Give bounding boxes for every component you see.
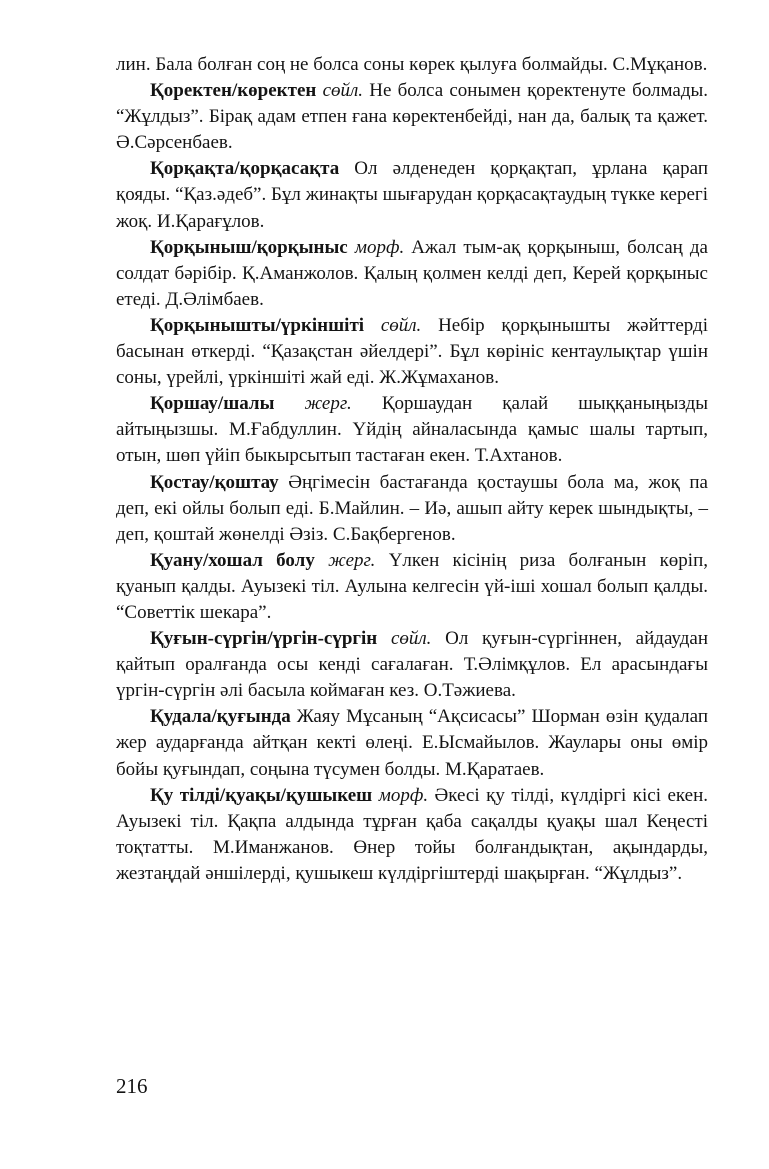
entry-headword: Қостау/қоштау <box>150 471 279 493</box>
dictionary-entry <box>116 235 708 313</box>
dictionary-entry <box>116 78 708 156</box>
entry-text: Әңгімесін бастағанда қостаушы бола ма, жоқ па деп, екі ойлы болып еді. Б.Майлин. – Иә, ашып айту керек шындықты, – деп, қоштай жөнелді Әзіз. С.Бақбергенов. <box>116 471 708 545</box>
entry-text: Ол әлденеден қорқақтап, ұрлана қарап қояды. “Қаз.әдеб”. Бұл жинақты шығарудан қорқасақтаудың түкке керегі жоқ. И.Қарағұлов. <box>116 158 708 232</box>
dictionary-entry <box>116 548 708 626</box>
entry-headword: Қудала/қуғында <box>150 706 291 728</box>
entry-style-label: морф. <box>378 784 429 806</box>
entry-style-label: сөйл. <box>322 80 364 102</box>
entry-headword: Қоршау/шалы <box>150 393 275 415</box>
entry-text: Жаяу Мұсаның “Ақсисасы” Шорман өзін қудалап жер аударғанда айтқан кекті өлеңі. Е.Ысмайылов. Жаулары оны өмір бойы қуғындап, соңына түсумен болды. М.Қаратаев. <box>116 706 708 780</box>
dictionary-entry <box>116 470 708 548</box>
entry-headword: Қу тілді/қуақы/қушыкеш <box>150 784 373 806</box>
entry-text: Үлкен кісінің риза болғанын көріп, қуанып қалды. Ауызекі тіл. Аулына келгесін үй-іші хошал болып қалды. “Советтік шекара”. <box>116 549 708 623</box>
entry-text: Ажал тым-ақ қорқыныш, болсаң да солдат бәрібір. Қ.Аманжолов. Қалың қолмен келді деп, Керей қорқыныс етеді. Д.Әлімбаев. <box>116 236 708 310</box>
entry-text: Әкесі қу тілді, күлдіргі кісі екен. Ауызекі тіл. Қақпа алдында тұрған қаба сақалды қуақы шал Кеңесті тоқтатты. М.Иманжанов. Өнер тойы болғандықтан, ақындарды, жезтаңдай әншілерді, қушыкеш күлдіргіштерді шақырған. “Жұлдыз”. <box>116 784 708 884</box>
entry-headword: Қорқыныш/қорқыныс <box>150 236 348 258</box>
continuation-paragraph: лин. Бала болған соң не болса соны көрек қылуға болмайды. С.Мұқанов. <box>116 54 708 75</box>
entry-text: Қоршаудан қалай шыққаныңызды айтыңызшы. М.Ғабдуллин. Үйдің айналасында қамыс шалы тартып, отын, шөп үйіп быкырсытып тастаған екен. Т.Ахтанов. <box>116 393 708 467</box>
entry-style-label: жерг. <box>328 549 376 571</box>
dictionary-entry <box>116 156 708 234</box>
entry-text: Не болса сонымен қоректенуте болмады. “Жұлдыз”. Бірақ адам етпен ғана көректенбейді, нан да, балық та қажет. Ә.Сәрсенбаев. <box>116 80 708 154</box>
entry-text: Ол қуғын-сүргіннен, айдаудан қайтып оралғанда осы кенді сағалаған. Т.Әлімқұлов. Ел арасындағы үргін-сүргін әлі басыла коймаған кез. О.Тәжиева. <box>116 628 708 702</box>
entry-headword: Қуану/хошал болу <box>150 549 315 571</box>
dictionary-entry <box>116 704 708 782</box>
dictionary-text <box>116 52 708 887</box>
entry-style-label: жерг. <box>304 393 352 415</box>
dictionary-entry <box>116 783 708 887</box>
entry-headword: Қорқынышты/үркіншіті <box>150 314 365 336</box>
entries-list <box>116 78 708 887</box>
entry-style-label: сөйл. <box>390 628 432 650</box>
entry-headword: Қорқақта/қорқасақта <box>150 158 340 180</box>
dictionary-entry <box>116 626 708 704</box>
entry-text: Небір қорқынышты жәйттерді басынан өткерді. “Қазақстан әйелдері”. Бұл көрініс кентаулықтар үшін соны, үрейлі, үркіншіті жай еді. Ж.Жұмаханов. <box>116 314 708 389</box>
dictionary-entry <box>116 391 708 469</box>
entry-style-label: морф. <box>354 236 405 258</box>
entry-headword: Қоректен/көректен <box>150 80 317 102</box>
entry-headword: Қуғын-сүргін/үргін-сүргін <box>150 628 378 650</box>
dictionary-entry <box>116 313 708 391</box>
entry-style-label: сөйл. <box>380 314 422 336</box>
page-number: 216 <box>116 1074 148 1098</box>
